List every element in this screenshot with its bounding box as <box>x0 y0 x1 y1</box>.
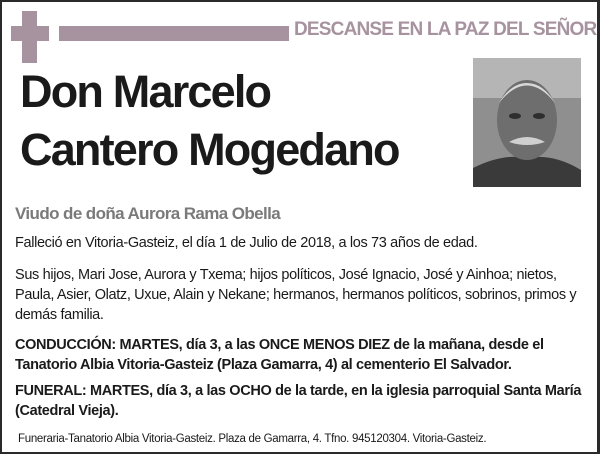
name-line-1: Don Marcelo <box>20 66 271 117</box>
widower-subtitle: Viudo de doña Aurora Rama Obella <box>15 204 281 223</box>
header-rule <box>59 26 289 41</box>
family-list: Sus hijos, Mari Jose, Aurora y Txema; hijos políticos, José Ignacio, José y Ainhoa; nietos, Paula, Asier, Olatz, Uxue, Alain y Nekane; hermanos, hermanos políticos, sobrinos, primos y demás familia. <box>15 267 577 323</box>
name-line-2: Cantero Mogedano <box>20 124 399 175</box>
conduction-info: CONDUCCIÓN: MARTES, día 3, a las ONCE MENOS DIEZ de la mañana, desde el Tanatorio Albia Vitoria-Gasteiz (Plaza Gamarra, 4) al cementerio El Salvador. <box>15 337 544 373</box>
funeral-info: FUNERAL: MARTES, día 3, a las OCHO de la tarde, en la iglesia parroquial Santa María (Catedral Vieja). <box>15 383 582 419</box>
portrait-photo <box>473 58 581 187</box>
cross-icon-arm <box>11 26 49 41</box>
funeral-home-footer: Funeraria-Tanatorio Albia Vitoria-Gasteiz. Plaza de Gamarra, 4. Tfno. 945120304. Vitoria-Gasteiz. <box>18 433 487 445</box>
death-notice: Falleció en Vitoria-Gasteiz, el día 1 de Julio de 2018, a los 73 años de edad. <box>15 235 478 251</box>
header-tagline: DESCANSE EN LA PAZ DEL SEÑOR <box>294 19 597 40</box>
